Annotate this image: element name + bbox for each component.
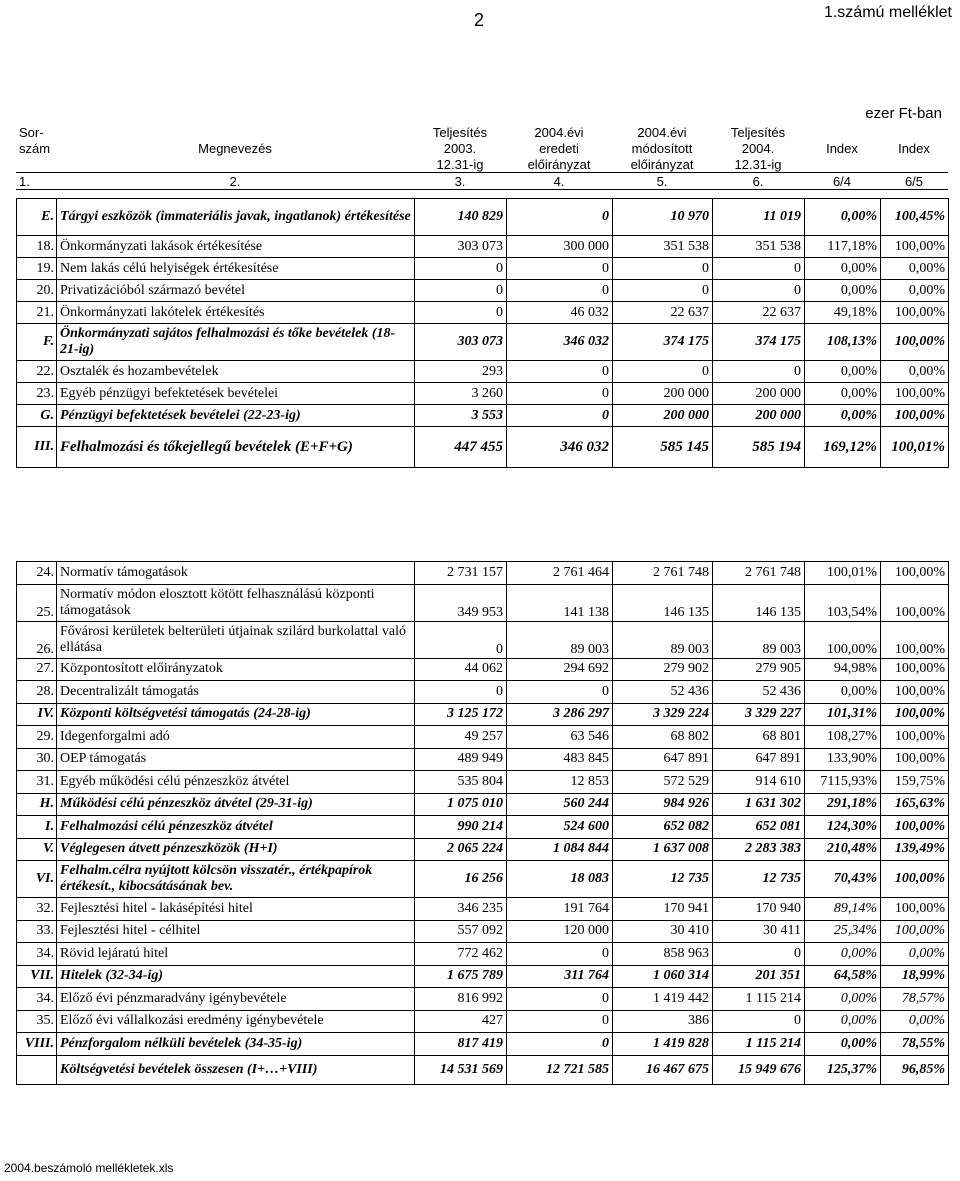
row-value-col4: 191 764: [507, 898, 613, 921]
table-row: [17, 898, 949, 921]
row-value-col6: 11 019: [713, 199, 805, 236]
row-value-col5: 146 135: [613, 584, 713, 621]
row-value-col4: 300 000: [507, 236, 613, 258]
row-name: Költségvetési bevételek összesen (I+…+VIII): [57, 1055, 415, 1084]
row-value-col7: 125,37%: [805, 1055, 881, 1084]
row-value-col3: 1 075 010: [415, 793, 507, 816]
row-value-col4: 12 721 585: [507, 1055, 613, 1084]
row-code: G.: [17, 405, 57, 427]
row-name: Fejlesztési hitel - lakásépítési hitel: [57, 898, 415, 921]
row-value-col5: 647 891: [613, 748, 713, 771]
row-value-col7: 0,00%: [805, 681, 881, 704]
row-value-col3: 0: [415, 280, 507, 302]
row-name: Központosított előirányzatok: [57, 658, 415, 681]
row-value-col5: 30 410: [613, 920, 713, 943]
row-value-col3: 489 949: [415, 748, 507, 771]
row-code: F.: [17, 324, 57, 361]
row-value-col7: 108,27%: [805, 726, 881, 749]
row-value-col6: 585 194: [713, 427, 805, 468]
row-code: 27.: [17, 658, 57, 681]
row-value-col7: 0,00%: [805, 1010, 881, 1033]
row-value-col4: 141 138: [507, 584, 613, 621]
row-code: 25.: [17, 584, 57, 621]
row-value-col3: 0: [415, 258, 507, 280]
row-value-col3: 0: [415, 681, 507, 704]
row-code: VIII.: [17, 1033, 57, 1056]
table-capital-revenues: [16, 198, 949, 468]
row-value-col8: 0,00%: [881, 943, 949, 966]
row-code: [17, 1055, 57, 1084]
row-value-col8: 18,99%: [881, 965, 949, 988]
row-code: 34.: [17, 943, 57, 966]
row-value-col6: 647 891: [713, 748, 805, 771]
row-value-col7: 210,48%: [805, 838, 881, 861]
row-value-col3: 3 125 172: [415, 703, 507, 726]
row-value-col8: 139,49%: [881, 838, 949, 861]
row-value-col3: 772 462: [415, 943, 507, 966]
row-value-col6: 0: [713, 280, 805, 302]
row-value-col6: 914 610: [713, 771, 805, 794]
row-value-col3: 44 062: [415, 658, 507, 681]
unit-label: ezer Ft-ban: [865, 105, 942, 122]
row-value-col6: 1 115 214: [713, 988, 805, 1011]
row-value-col3: 990 214: [415, 816, 507, 839]
row-value-col7: 7115,93%: [805, 771, 881, 794]
row-value-col4: 294 692: [507, 658, 613, 681]
row-value-col6: 1 631 302: [713, 793, 805, 816]
row-value-col5: 89 003: [613, 621, 713, 658]
row-value-col4: 0: [507, 280, 613, 302]
row-value-col8: 100,01%: [881, 427, 949, 468]
table-row: [17, 861, 949, 898]
row-value-col8: 100,00%: [881, 681, 949, 704]
hdr-sor: Sor-: [19, 124, 44, 140]
row-value-col7: 70,43%: [805, 861, 881, 898]
row-value-col6: 170 940: [713, 898, 805, 921]
table-row: [17, 658, 949, 681]
row-value-col7: 117,18%: [805, 236, 881, 258]
row-value-col8: 100,00%: [881, 703, 949, 726]
row-value-col4: 89 003: [507, 621, 613, 658]
row-name: Tárgyi eszközök (immateriális javak, ingatlanok) értékesítése: [57, 199, 415, 236]
table-row: [17, 383, 949, 405]
table-row: [17, 748, 949, 771]
row-code: VI.: [17, 861, 57, 898]
row-value-col6: 200 000: [713, 405, 805, 427]
row-value-col3: 535 804: [415, 771, 507, 794]
table-row: [17, 838, 949, 861]
row-value-col6: 2 283 383: [713, 838, 805, 861]
row-name: Rövid lejáratú hitel: [57, 943, 415, 966]
row-value-col3: 3 260: [415, 383, 507, 405]
row-code: 32.: [17, 898, 57, 921]
table-row: [17, 324, 949, 361]
row-value-col7: 0,00%: [805, 361, 881, 383]
row-code: 26.: [17, 621, 57, 658]
row-value-col8: 0,00%: [881, 280, 949, 302]
row-value-col7: 0,00%: [805, 258, 881, 280]
row-value-col7: 108,13%: [805, 324, 881, 361]
table-row: [17, 703, 949, 726]
row-value-col8: 165,63%: [881, 793, 949, 816]
row-code: 35.: [17, 1010, 57, 1033]
row-value-col7: 89,14%: [805, 898, 881, 921]
row-value-col4: 46 032: [507, 302, 613, 324]
table-row: [17, 816, 949, 839]
row-value-col8: 0,00%: [881, 1010, 949, 1033]
row-value-col3: 293: [415, 361, 507, 383]
row-value-col8: 100,00%: [881, 816, 949, 839]
row-value-col6: 52 436: [713, 681, 805, 704]
row-value-col5: 3 329 224: [613, 703, 713, 726]
row-value-col8: 100,00%: [881, 621, 949, 658]
row-code: 19.: [17, 258, 57, 280]
row-value-col3: 2 731 157: [415, 562, 507, 585]
row-value-col5: 0: [613, 361, 713, 383]
row-value-col3: 1 675 789: [415, 965, 507, 988]
row-value-col4: 0: [507, 405, 613, 427]
row-value-col4: 0: [507, 199, 613, 236]
table-row: [17, 771, 949, 794]
table-row: [17, 302, 949, 324]
row-value-col8: 100,45%: [881, 199, 949, 236]
row-value-col8: 100,00%: [881, 920, 949, 943]
row-value-col6: 0: [713, 1010, 805, 1033]
row-value-col6: 146 135: [713, 584, 805, 621]
row-value-col3: 816 992: [415, 988, 507, 1011]
row-value-col3: 346 235: [415, 898, 507, 921]
row-name: Normatív módon elosztott kötött felhasználású központi támogatások: [57, 584, 415, 621]
table-row: [17, 793, 949, 816]
row-value-col5: 1 419 828: [613, 1033, 713, 1056]
row-value-col8: 100,00%: [881, 405, 949, 427]
row-value-col4: 18 083: [507, 861, 613, 898]
row-value-col8: 100,00%: [881, 748, 949, 771]
row-value-col8: 100,00%: [881, 236, 949, 258]
row-value-col8: 159,75%: [881, 771, 949, 794]
row-value-col6: 374 175: [713, 324, 805, 361]
table-row: [17, 621, 949, 658]
row-value-col6: 279 905: [713, 658, 805, 681]
row-value-col4: 0: [507, 258, 613, 280]
row-value-col4: 2 761 464: [507, 562, 613, 585]
table-row: [17, 405, 949, 427]
row-value-col6: 652 081: [713, 816, 805, 839]
row-value-col8: 100,00%: [881, 324, 949, 361]
row-value-col3: 557 092: [415, 920, 507, 943]
row-name: Felhalmozási célú pénzeszköz átvétel: [57, 816, 415, 839]
row-name: Privatizációból származó bevétel: [57, 280, 415, 302]
row-value-col3: 427: [415, 1010, 507, 1033]
row-value-col4: 483 845: [507, 748, 613, 771]
column-index-row: 1. 2. 3. 4. 5. 6. 6/4 6/5: [16, 173, 948, 190]
row-value-col5: 386: [613, 1010, 713, 1033]
row-value-col3: 0: [415, 621, 507, 658]
row-value-col5: 374 175: [613, 324, 713, 361]
row-value-col6: 0: [713, 361, 805, 383]
table-row: [17, 965, 949, 988]
row-value-col4: 0: [507, 681, 613, 704]
row-value-col5: 984 926: [613, 793, 713, 816]
row-value-col4: 12 853: [507, 771, 613, 794]
row-value-col8: 78,55%: [881, 1033, 949, 1056]
table-row: [17, 236, 949, 258]
row-name: Véglegesen átvett pénzeszközök (H+I): [57, 838, 415, 861]
table-budget-revenues: [16, 561, 949, 1085]
row-value-col5: 279 902: [613, 658, 713, 681]
row-code: 31.: [17, 771, 57, 794]
row-value-col5: 572 529: [613, 771, 713, 794]
row-value-col7: 133,90%: [805, 748, 881, 771]
row-value-col8: 100,00%: [881, 562, 949, 585]
row-value-col6: 12 735: [713, 861, 805, 898]
row-value-col7: 103,54%: [805, 584, 881, 621]
table-row: [17, 943, 949, 966]
row-value-col7: 100,01%: [805, 562, 881, 585]
row-value-col4: 346 032: [507, 324, 613, 361]
row-value-col4: 0: [507, 1010, 613, 1033]
row-value-col5: 170 941: [613, 898, 713, 921]
hdr-c2: 2004.évi: [534, 124, 584, 140]
row-value-col3: 49 257: [415, 726, 507, 749]
table-row: [17, 562, 949, 585]
row-value-col3: 2 065 224: [415, 838, 507, 861]
row-value-col4: 524 600: [507, 816, 613, 839]
row-value-col5: 1 637 008: [613, 838, 713, 861]
row-value-col4: 1 084 844: [507, 838, 613, 861]
row-value-col5: 200 000: [613, 405, 713, 427]
row-name: Előző évi pénzmaradvány igénybevétele: [57, 988, 415, 1011]
row-name: Nem lakás célú helyiségek értékesítése: [57, 258, 415, 280]
row-value-col4: 3 286 297: [507, 703, 613, 726]
hdr-c1: Teljesítés: [432, 124, 488, 140]
row-value-col6: 30 411: [713, 920, 805, 943]
row-value-col3: 3 553: [415, 405, 507, 427]
row-value-col4: 0: [507, 1033, 613, 1056]
row-value-col3: 140 829: [415, 199, 507, 236]
row-value-col7: 0,00%: [805, 383, 881, 405]
row-name: Felhalmozási és tőkejellegű bevételek (E+F+G): [57, 427, 415, 468]
row-value-col7: 169,12%: [805, 427, 881, 468]
row-value-col3: 16 256: [415, 861, 507, 898]
row-value-col7: 49,18%: [805, 302, 881, 324]
header-table: Sor- Teljesítés 2004.évi 2004.évi Teljesítés szám Megnevezés 2003. eredeti módosított 2004. Index Index 12.31-ig előirányzat előirányzat 12.31-ig 1. 2. 3. 4. 5. 6. 6/4 6/5: [16, 124, 948, 190]
row-value-col6: 3 329 227: [713, 703, 805, 726]
table-row: [17, 1033, 949, 1056]
row-code: 21.: [17, 302, 57, 324]
row-value-col6: 201 351: [713, 965, 805, 988]
row-code: 18.: [17, 236, 57, 258]
row-value-col8: 100,00%: [881, 383, 949, 405]
row-value-col4: 0: [507, 361, 613, 383]
row-value-col5: 858 963: [613, 943, 713, 966]
row-code: 29.: [17, 726, 57, 749]
row-value-col3: 447 455: [415, 427, 507, 468]
row-value-col8: 0,00%: [881, 258, 949, 280]
row-value-col4: 63 546: [507, 726, 613, 749]
row-value-col8: 100,00%: [881, 726, 949, 749]
row-value-col7: 0,00%: [805, 280, 881, 302]
row-name: Önkormányzati sajátos felhalmozási és tőke bevételek (18-21-ig): [57, 324, 415, 361]
row-name: Előző évi vállalkozási eredmény igénybevétele: [57, 1010, 415, 1033]
table-row: [17, 584, 949, 621]
row-name: Decentralizált támogatás: [57, 681, 415, 704]
row-value-col8: 100,00%: [881, 658, 949, 681]
row-value-col5: 2 761 748: [613, 562, 713, 585]
row-value-col5: 10 970: [613, 199, 713, 236]
row-value-col6: 351 538: [713, 236, 805, 258]
row-value-col4: 311 764: [507, 965, 613, 988]
row-name: Felhalm.célra nyújtott kölcsön visszatér., értékpapírok értékesít., kibocsátásának bev.: [57, 861, 415, 898]
footer-filename: 2004.beszámoló mellékletek.xls: [4, 1161, 174, 1175]
row-value-col5: 16 467 675: [613, 1055, 713, 1084]
row-value-col6: 22 637: [713, 302, 805, 324]
row-value-col3: 817 419: [415, 1033, 507, 1056]
row-value-col3: 14 531 569: [415, 1055, 507, 1084]
row-value-col5: 200 000: [613, 383, 713, 405]
row-value-col8: 100,00%: [881, 898, 949, 921]
row-value-col5: 652 082: [613, 816, 713, 839]
row-name: Pénzügyi befektetések bevételei (22-23-ig): [57, 405, 415, 427]
row-value-col4: 0: [507, 383, 613, 405]
annex-label: 1.számú melléklet: [823, 4, 952, 21]
hdr-szam: szám: [19, 140, 51, 156]
row-value-col3: 303 073: [415, 324, 507, 361]
row-value-col8: 100,00%: [881, 302, 949, 324]
row-value-col7: 0,00%: [805, 405, 881, 427]
hdr-name: Megnevezés: [198, 140, 272, 156]
row-value-col7: 124,30%: [805, 816, 881, 839]
table-row: [17, 920, 949, 943]
row-value-col6: 68 801: [713, 726, 805, 749]
row-value-col7: 101,31%: [805, 703, 881, 726]
row-value-col6: 0: [713, 258, 805, 280]
row-value-col6: 15 949 676: [713, 1055, 805, 1084]
row-value-col8: 100,00%: [881, 584, 949, 621]
row-code: 24.: [17, 562, 57, 585]
row-value-col8: 96,85%: [881, 1055, 949, 1084]
row-value-col6: 2 761 748: [713, 562, 805, 585]
row-name: Normatív támogatások: [57, 562, 415, 585]
row-value-col6: 200 000: [713, 383, 805, 405]
table-row: [17, 726, 949, 749]
row-value-col5: 351 538: [613, 236, 713, 258]
row-name: OEP támogatás: [57, 748, 415, 771]
row-name: Önkormányzati lakótelek értékesítés: [57, 302, 415, 324]
row-code: V.: [17, 838, 57, 861]
table-row: [17, 1055, 949, 1084]
table-row: [17, 258, 949, 280]
row-code: IV.: [17, 703, 57, 726]
row-value-col7: 25,34%: [805, 920, 881, 943]
row-value-col4: 346 032: [507, 427, 613, 468]
row-value-col4: 560 244: [507, 793, 613, 816]
row-name: Fővárosi kerületek belterületi útjainak szilárd burkolattal való ellátása: [57, 621, 415, 658]
row-code: 30.: [17, 748, 57, 771]
row-name: Egyéb működési célú pénzeszköz átvétel: [57, 771, 415, 794]
row-name: Önkormányzati lakások értékesítése: [57, 236, 415, 258]
row-name: Központi költségvetési támogatás (24-28-ig): [57, 703, 415, 726]
row-value-col6: 89 003: [713, 621, 805, 658]
row-value-col3: 303 073: [415, 236, 507, 258]
row-code: 23.: [17, 383, 57, 405]
table-row: [17, 427, 949, 468]
row-value-col7: 0,00%: [805, 1033, 881, 1056]
row-code: III.: [17, 427, 57, 468]
row-value-col7: 0,00%: [805, 943, 881, 966]
row-value-col5: 12 735: [613, 861, 713, 898]
row-value-col7: 0,00%: [805, 988, 881, 1011]
row-code: 22.: [17, 361, 57, 383]
row-value-col6: 1 115 214: [713, 1033, 805, 1056]
row-value-col8: 0,00%: [881, 361, 949, 383]
row-name: Működési célú pénzeszköz átvétel (29-31-ig): [57, 793, 415, 816]
row-code: 34.: [17, 988, 57, 1011]
row-value-col7: 291,18%: [805, 793, 881, 816]
row-value-col8: 100,00%: [881, 861, 949, 898]
row-name: Fejlesztési hitel - célhitel: [57, 920, 415, 943]
row-name: Pénzforgalom nélküli bevételek (34-35-ig): [57, 1033, 415, 1056]
row-value-col5: 0: [613, 280, 713, 302]
table-row: [17, 199, 949, 236]
row-value-col5: 0: [613, 258, 713, 280]
row-value-col5: 1 060 314: [613, 965, 713, 988]
row-value-col4: 0: [507, 943, 613, 966]
row-value-col3: 349 953: [415, 584, 507, 621]
row-value-col5: 1 419 442: [613, 988, 713, 1011]
row-value-col5: 585 145: [613, 427, 713, 468]
row-name: Osztalék és hozambevételek: [57, 361, 415, 383]
table-row: [17, 361, 949, 383]
table-row: [17, 988, 949, 1011]
hdr-c4: Teljesítés: [730, 124, 786, 140]
row-code: 28.: [17, 681, 57, 704]
row-code: E.: [17, 199, 57, 236]
page-number: 2: [474, 10, 485, 30]
row-name: Egyéb pénzügyi befektetések bevételei: [57, 383, 415, 405]
row-code: VII.: [17, 965, 57, 988]
hdr-c3: 2004.évi: [637, 124, 687, 140]
hdr-index-1: Index: [826, 140, 858, 156]
row-value-col5: 22 637: [613, 302, 713, 324]
row-code: 33.: [17, 920, 57, 943]
table-row: [17, 681, 949, 704]
row-value-col5: 52 436: [613, 681, 713, 704]
row-code: I.: [17, 816, 57, 839]
row-value-col7: 100,00%: [805, 621, 881, 658]
table-row: [17, 1010, 949, 1033]
row-value-col5: 68 802: [613, 726, 713, 749]
row-value-col8: 78,57%: [881, 988, 949, 1011]
row-value-col7: 0,00%: [805, 199, 881, 236]
row-value-col7: 64,58%: [805, 965, 881, 988]
row-value-col4: 120 000: [507, 920, 613, 943]
row-value-col4: 0: [507, 988, 613, 1011]
row-value-col3: 0: [415, 302, 507, 324]
row-value-col6: 0: [713, 943, 805, 966]
row-value-col7: 94,98%: [805, 658, 881, 681]
row-name: Idegenforgalmi adó: [57, 726, 415, 749]
row-code: H.: [17, 793, 57, 816]
row-name: Hitelek (32-34-ig): [57, 965, 415, 988]
table-row: [17, 280, 949, 302]
hdr-index-2: Index: [898, 140, 930, 156]
row-code: 20.: [17, 280, 57, 302]
